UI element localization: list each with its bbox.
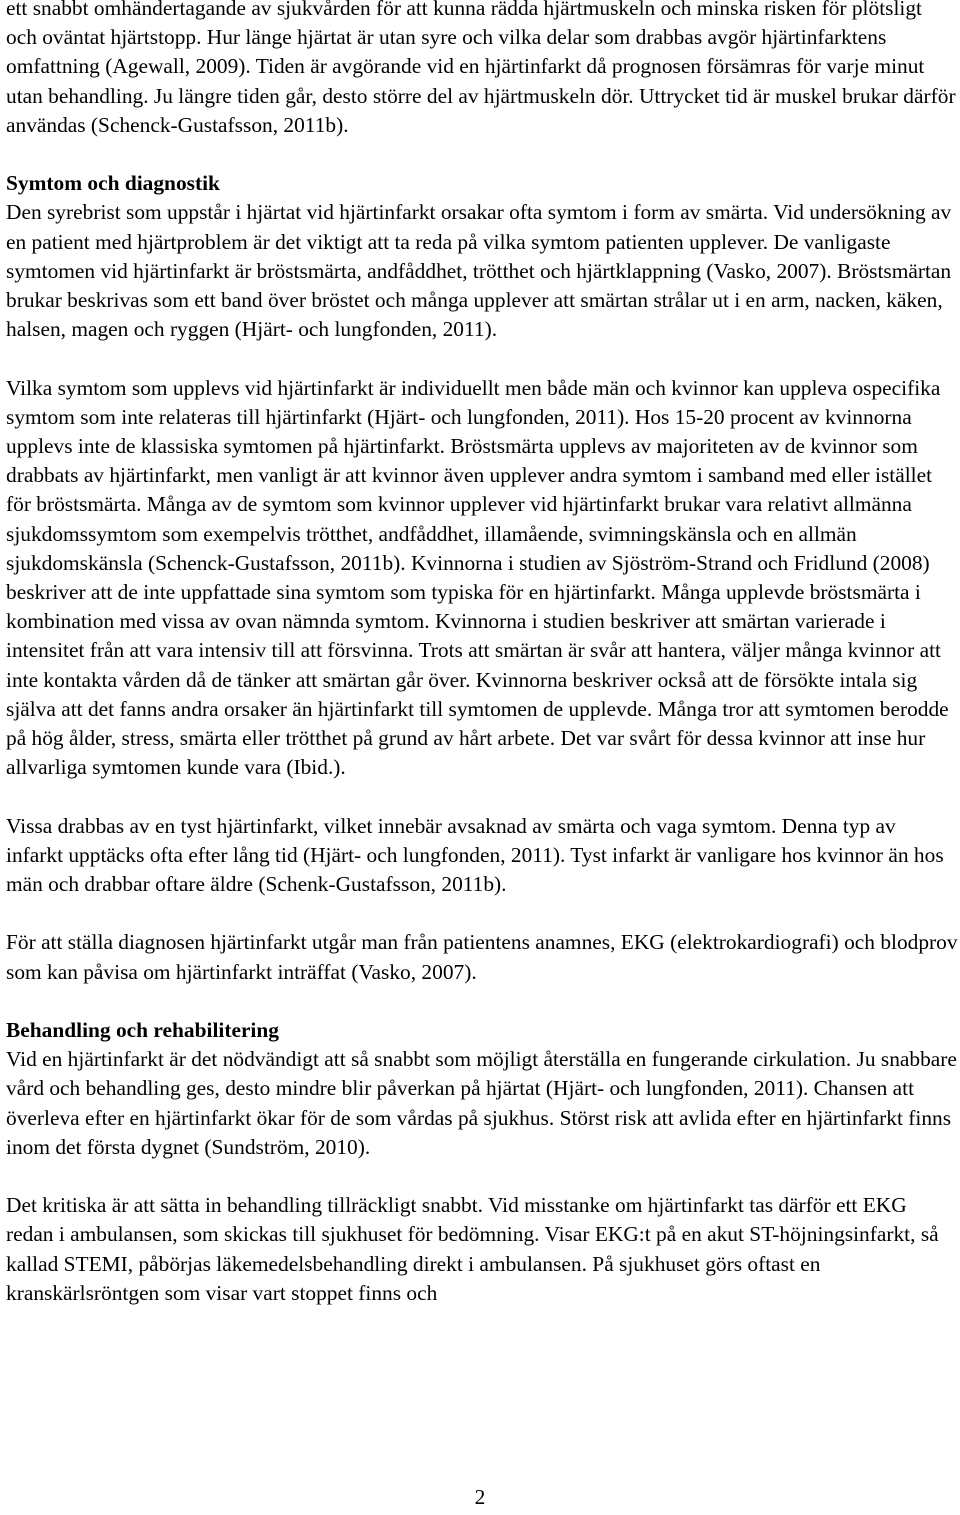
paragraph-spacer — [6, 140, 958, 169]
treatment-paragraph-1: Vid en hjärtinfarkt är det nödvändigt att så snabbt som möjligt återställa en fungerande cirkulation. Ju snabbare vård och behandling ges, desto mindre blir påverkan på hjärtat (Hjärt- och lungfonden, 2011). Chansen att överleva efter en hjärtinfarkt ökar för de som vårdas på sjukhus. Störst risk att avlida efter en hjärtinfarkt finns inom det första dygnet (Sundström, 2010). — [6, 1047, 957, 1159]
intro-paragraph: ett snabbt omhändertagande av sjukvården för att kunna rädda hjärtmuskeln och minska risken för plötsligt och oväntat hjärtstopp. Hur länge hjärtat är utan syre och vilka delar som drabbas avgör hjärtinfarktens omfattning (Agewall, 2009). Tiden är avgörande vid en hjärtinfarkt då prognosen försämras för varje minut utan behandling. Ju längre tiden går, desto större del av hjärtmuskeln dör. Uttrycket tid är muskel brukar därför användas (Schenck-Gustafsson, 2011b). — [6, 0, 956, 137]
paragraph-spacer — [6, 987, 958, 1016]
document-page — [6, 0, 958, 1308]
symptoms-paragraph-4: För att ställa diagnosen hjärtinfarkt utgår man från patientens anamnes, EKG (elektrokardiografi) och blodprov som kan påvisa om hjärtinfarkt inträffat (Vasko, 2007). — [6, 930, 958, 984]
symptoms-paragraph-1: Den syrebrist som uppstår i hjärtat vid hjärtinfarkt orsakar ofta symtom i form av smärta. Vid undersökning av en patient med hjärtproblem är det viktigt att ta reda på vilka symtom patienten upplever. De vanligaste symtomen vid hjärtinfarkt är bröstsmärta, andfåddhet, trötthet och hjärtklappning (Vasko, 2007). Bröstsmärtan brukar beskrivas som ett band över bröstet och många upplever att smärtan strålar ut i en arm, nacken, käken, halsen, magen och ryggen (Hjärt- och lungfonden, 2011). — [6, 200, 952, 342]
symptoms-paragraph-3: Vissa drabbas av en tyst hjärtinfarkt, vilket innebär avsaknad av smärta och vaga symtom. Denna typ av infarkt upptäcks ofta efter lång tid (Hjärt- och lungfonden, 2011). Tyst infarkt är vanligare hos kvinnor än hos män och drabbar oftare äldre (Schenk-Gustafsson, 2011b). — [6, 813, 944, 897]
section-heading-symptoms: Symtom och diagnostik — [6, 171, 220, 196]
paragraph-spacer — [6, 1162, 958, 1191]
paragraph-spacer — [6, 344, 958, 373]
page-number: 2 — [474, 1485, 486, 1509]
paragraph-spacer — [6, 899, 958, 928]
treatment-paragraph-2: Det kritiska är att sätta in behandling tillräckligt snabbt. Vid misstanke om hjärtinfarkt tas därför ett EKG redan i ambulansen, som skickas till sjukhuset för bedömning. Visar EKG:t på en akut ST-höjningsinfarkt, så kallad STEMI, påbörjas läkemedelsbehandling direkt i ambulansen. På sjukhuset görs oftast en kranskärlsröntgen som visar vart stoppet finns och — [6, 1193, 939, 1305]
section-heading-treatment: Behandling och rehabilitering — [6, 1018, 279, 1043]
paragraph-spacer — [6, 782, 958, 811]
symptoms-paragraph-2: Vilka symtom som upplevs vid hjärtinfarkt är individuellt men både män och kvinnor kan uppleva ospecifika symtom som inte relateras till hjärtinfarkt (Hjärt- och lungfonden, 2011). Hos 15-20 procent av kvinnorna upplevs inte de klassiska symtomen på hjärtinfarkt. Bröstsmärta upplevs av majoriteten av de kvinnor som drabbats av hjärtinfarkt, men vanligt är att kvinnor även upplever andra symtom i samband med eller istället för bröstsmärta. Många av de symtom som kvinnor upplever vid hjärtinfarkt brukar vara relativt allmänna sjukdomssymtom som exempelvis trötthet, andfåddhet, illamående, svimningskänsla och en allmän sjukdomskänsla (Schenck-Gustafsson, 2011b). Kvinnorna i studien av Sjöström-Strand och Fridlund (2008) beskriver att de inte uppfattade sina symtom som typiska för en hjärtinfarkt. Många upplevde bröstsmärta i kombination med vissa av ovan nämnda symtom. Kvinnorna i studien beskriver att smärtan varierade i intensitet från att vara intensiv till att försvinna. Trots att smärtan är svår att hantera, väljer många kvinnor att inte kontakta vården då de tänker att smärtan går över. Kvinnorna beskriver också att de försökte intala sig själva att det fanns andra orsaker än hjärtinfarkt till symtomen de upplevde. Många tror att symtomen berodde på hög ålder, stress, smärta eller trötthet på grund av hårt arbete. Det var svårt för dessa kvinnor att inse hur allvarliga symtomen kunde vara (Ibid.). — [6, 375, 949, 780]
